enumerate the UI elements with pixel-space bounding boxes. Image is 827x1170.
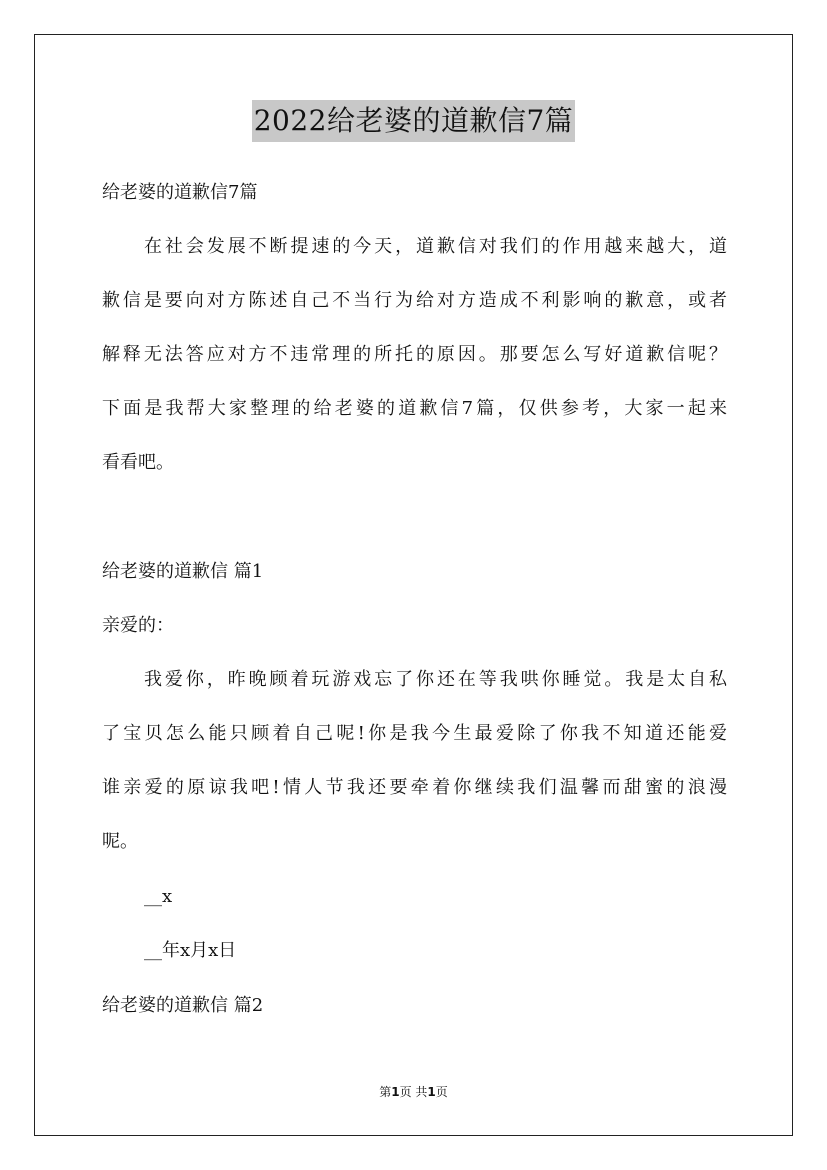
letter-line-2: 了宝贝怎么能只顾着自己呢!你是我今生最爱除了你我不知道还能爱 xyxy=(102,723,727,744)
letter-line-4: 呢。 xyxy=(102,831,138,852)
signature: __x xyxy=(144,886,173,907)
document-subtitle: 给老婆的道歉信7篇 xyxy=(102,182,258,203)
intro-line-2: 歉信是要向对方陈述自己不当行为给对方造成不利影响的歉意，或者 xyxy=(102,290,727,311)
footer-suffix: 页 xyxy=(435,1085,448,1099)
section-heading-2: 给老婆的道歉信 篇2 xyxy=(102,995,264,1016)
letter-line-3: 谁亲爱的原谅我吧!情人节我还要牵着你继续我们温馨而甜蜜的浪漫 xyxy=(102,777,727,798)
footer-mid: 页 共 xyxy=(399,1085,428,1099)
intro-line-3: 解释无法答应对方不违常理的所托的原因。那要怎么写好道歉信呢？ xyxy=(102,344,727,365)
title-container xyxy=(0,100,827,142)
salutation: 亲爱的： xyxy=(102,615,174,636)
intro-line-4: 下面是我帮大家整理的给老婆的道歉信7篇，仅供参考，大家一起来 xyxy=(102,398,727,419)
intro-line-1: 在社会发展不断提速的今天，道歉信对我们的作用越来越大，道 xyxy=(144,236,727,257)
date-line: __年x月x日 xyxy=(144,940,237,961)
footer-total-pages: 1 xyxy=(427,1085,436,1099)
footer-prefix: 第 xyxy=(379,1085,392,1099)
section-heading-1: 给老婆的道歉信 篇1 xyxy=(102,561,264,582)
document-title: 2022给老婆的道歉信7篇 xyxy=(252,100,576,142)
page-footer xyxy=(0,1084,827,1100)
letter-line-1: 我爱你，昨晚顾着玩游戏忘了你还在等我哄你睡觉。我是太自私 xyxy=(144,669,727,690)
intro-line-5: 看看吧。 xyxy=(102,452,174,473)
footer-current-page: 1 xyxy=(391,1085,400,1099)
